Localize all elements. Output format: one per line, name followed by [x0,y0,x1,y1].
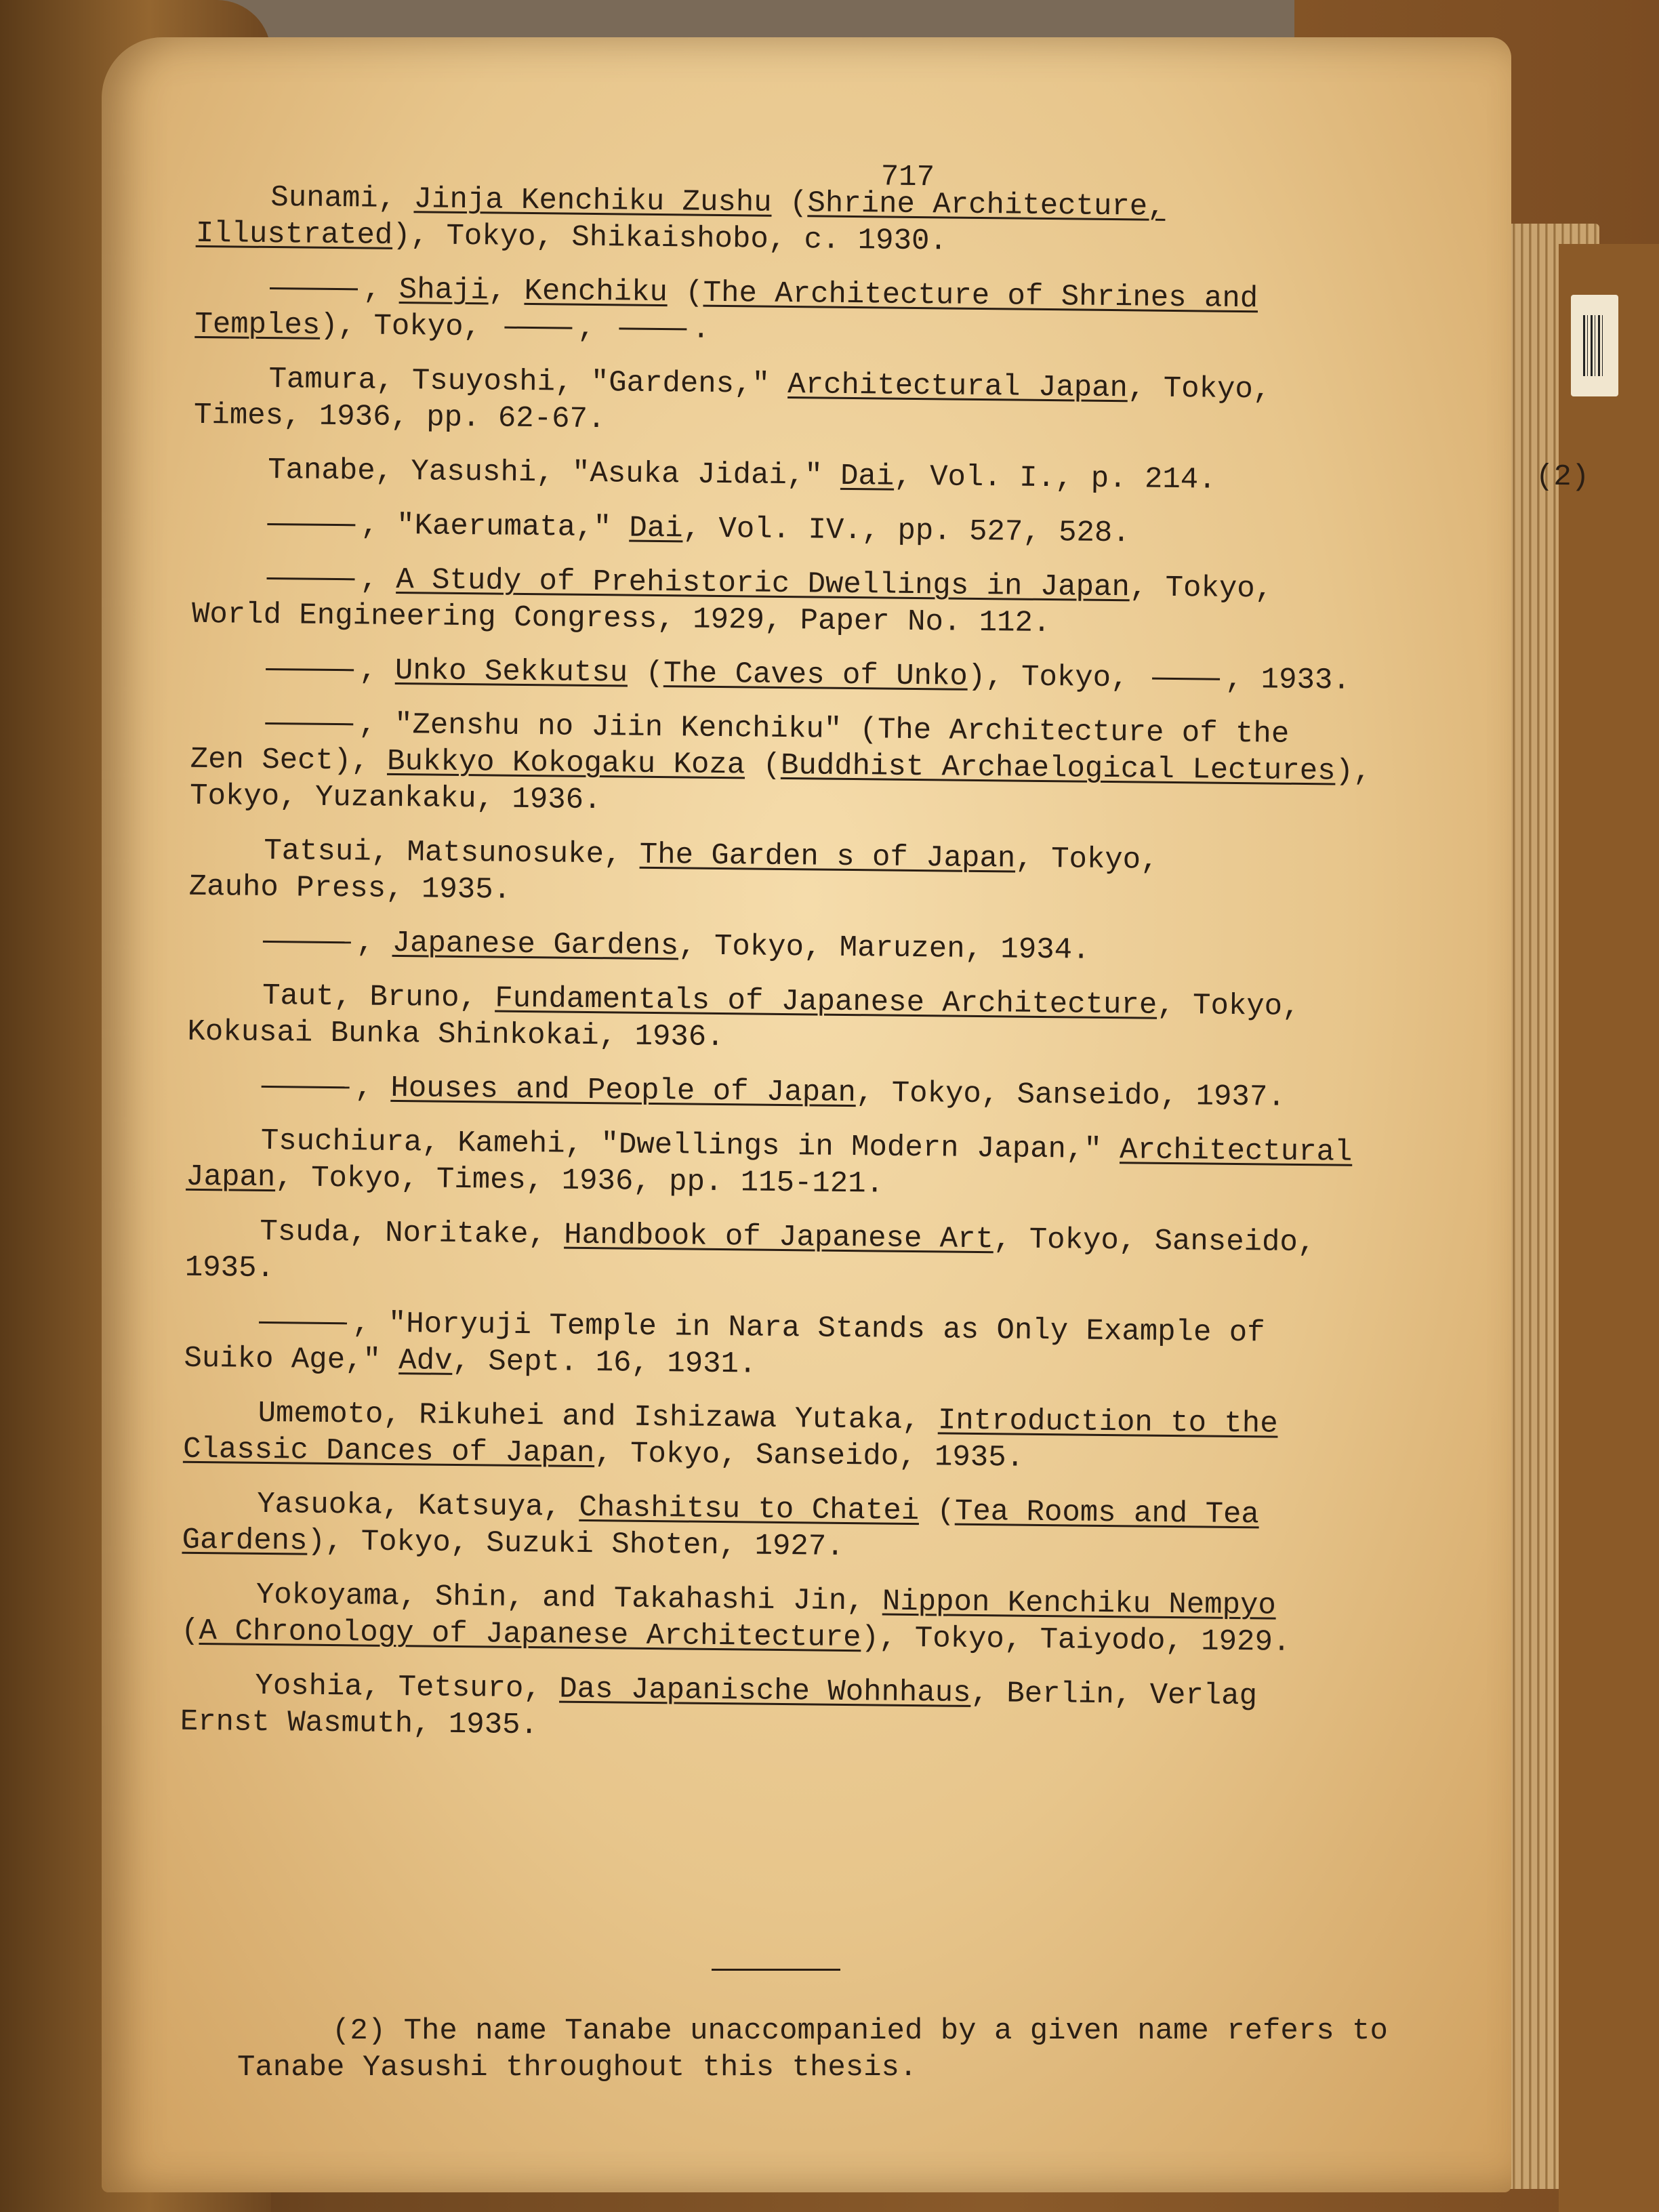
entry-text: , Berlin, Verlag [970,1676,1258,1714]
entry-line [267,506,1589,556]
entry-text: Times, 1936, pp. 62-67. [193,398,606,437]
bibliography-entry-yasuoka [182,1486,1578,1573]
bibliography-entry-yokoyama [180,1577,1578,1664]
entry-text: , Tokyo, Sanseido, [993,1223,1316,1261]
entry-line [268,452,1589,502]
underlined-title: Jinja Kenchiku Zushu [413,182,772,220]
entry-text: , [577,311,614,346]
bibliography-entry-tanabe-study [191,560,1589,647]
entry-text: , [354,1071,391,1105]
entry-text: , [359,653,396,688]
entry-text: , Tokyo, Sanseido, 1937. [855,1076,1286,1115]
ditto-dash [263,941,351,943]
entry-text: Tanabe, Yasushi, "Asuka Jidai," [267,453,841,493]
entry-text: ( [667,276,703,310]
entry-text: Tamura, Tsuyoshi, "Gardens," [268,362,788,402]
underlined-title: Temples [194,307,321,343]
ditto-dash [266,668,354,671]
ditto-dash [267,523,355,526]
entry-text: ( [627,656,664,691]
document-page [102,37,1590,2192]
entry-text: ( [744,748,781,783]
entry-text: Yokoyama, Shin, and Takahashi Jin, [255,1578,883,1619]
bibliography-entry-umemoto [182,1395,1580,1482]
bibliography-entry-yoshia [180,1668,1577,1755]
bibliography-entry-tamura [193,361,1591,448]
entry-text: Taut, Bruno, [262,979,495,1016]
underlined-title: Unko Sekkutsu [394,653,628,691]
bibliography-entry-tsuda-horyuji [184,1305,1580,1391]
underlined-title: Dai [840,459,895,494]
blank-line [1152,678,1220,680]
entry-text: Kokusai Bunka Shinkokai, 1936. [187,1015,724,1055]
bibliography-entry-tatsui-gardens [188,833,1585,920]
underlined-title: Japanese Gardens [392,926,679,964]
entry-text: Tokyo, Yuzankaku, 1936. [189,779,602,818]
entry-text: ), Tokyo, [967,659,1147,696]
underlined-title: Dai [629,511,683,546]
underlined-title: Bukkyo Kokogaku Koza [386,744,745,783]
entry-text: ), Tokyo, Suzuki Shoten, 1927. [307,1524,844,1564]
underlined-title: Handbook of Japanese Art [564,1218,994,1257]
bibliography [180,159,1593,1772]
footnote [237,2013,1559,2086]
underlined-title: Adv [398,1344,453,1378]
entry-text: , Tokyo, Sanseido, 1935. [594,1437,1025,1475]
bibliography-entry-sunami-jinja [195,180,1593,266]
underlined-title: The Caves of Unko [663,657,968,694]
footnote-divider [712,1969,840,1971]
underlined-title: The Architecture of Shrines and [703,276,1258,316]
entry-text: , "Horyuji Temple in Nara Stands as Only Example of [352,1307,1265,1351]
entry-line [263,924,1584,974]
entry-text: , "Kaerumata," [361,508,630,546]
entry-text: Zen Sect), [190,742,388,779]
underlined-title: Introduction to the [937,1404,1278,1441]
entry-text: , "Zenshu no Jiin Kenchiku" (The Architecture of the [359,708,1290,752]
entry-line [261,1069,1582,1119]
bibliography-entry-tanabe-zenshu [189,705,1587,829]
entry-text: , Tokyo, [1156,988,1300,1024]
underlined-title: Nippon Kenchiku Nempyo [882,1584,1277,1623]
bibliography-entry-tanabe-unko [266,651,1587,701]
underlined-title: Architectural [1119,1133,1353,1170]
entry-text: , Sept. 16, 1931. [452,1344,757,1382]
underlined-title: Buddhist Archaelogical Lectures [780,748,1336,789]
entry-text: ( [180,1614,199,1649]
page-number: 717 [880,160,935,195]
entry-text: Ernst Wasmuth, 1935. [180,1704,539,1743]
entry-text: Tatsui, Matsunosuke, [264,834,640,872]
bibliography-entry-tsuda-handbook [184,1214,1582,1300]
entry-text: 1935. [184,1250,275,1286]
entry-text: Suiko Age," [184,1341,399,1378]
underlined-title: A Study of Prehistoric Dwellings in Japan [396,562,1130,605]
entry-text: , [360,562,396,597]
entry-text: ), Tokyo, Taiyodo, 1929. [861,1621,1291,1660]
underlined-title: Fundamentals of Japanese Architecture [495,981,1158,1023]
underlined-title: Japan [186,1160,276,1195]
entry-text: , Tokyo, [1129,571,1273,607]
bibliography-entry-tanabe-kaerumata [267,506,1589,556]
bibliography-entry-tsuchiura [186,1123,1582,1210]
underlined-title: Chashitsu to Chatei [579,1490,920,1529]
entry-text: , Vol. I., p. 214. [894,459,1216,497]
blank-line [504,326,572,329]
entry-text: Sunami, [270,180,414,217]
entry-text: , Vol. IV., pp. 527, 528. [682,512,1130,551]
bibliography-entry-sunami-shaji [194,270,1591,357]
underlined-title: Shrine Architecture, [807,186,1166,224]
entry-text: , [488,274,525,308]
bibliography-entries [180,159,1593,1755]
entry-text: Umemoto, Rikuhei and Ishizawa Yutaka, [258,1396,939,1438]
entry-text: , Tokyo, Times, 1936, pp. 115-121. [275,1161,884,1202]
entry-text: , Tokyo, [1127,371,1271,407]
footnote-line: Tanabe Yasushi throughout this thesis. [237,2051,918,2085]
ditto-dash [265,722,353,725]
entry-text: ), Tokyo, Shikaishobo, c. 1930. [392,218,948,259]
underlined-title: Classic Dances of Japan [182,1432,595,1471]
underlined-title: A Chronology of Japanese Architecture [199,1614,861,1656]
entry-text: Zauho Press, 1935. [188,869,512,907]
ditto-dash [259,1322,347,1324]
entry-text: , 1933. [1225,662,1351,698]
entry-text: ( [771,186,808,221]
entry-text: Yasuoka, Katsuya, [256,1487,579,1525]
entry-text: Tsuda, Noritake, [260,1214,565,1252]
bibliography-entry-tanabe-asuka [268,452,1589,502]
entry-text: ), Tokyo, [320,308,499,345]
underlined-title: Shaji [398,272,489,308]
underlined-title: Gardens [182,1523,308,1559]
entry-text: ( [918,1494,956,1529]
entry-text: Yoshia, Tetsuro, [255,1668,560,1706]
underlined-title: Tea Rooms and Tea [954,1494,1260,1532]
footnote-line: (2) The name Tanabe unaccompanied by a given name refers to [332,2014,1388,2048]
underlined-title: Kenchiku [524,274,668,310]
entry-text: , [356,926,392,960]
entry-text: , [363,272,400,307]
bibliography-entry-taut-houses [261,1069,1582,1119]
entry-text: , Tokyo, Maruzen, 1934. [678,929,1090,968]
blank-line [619,327,687,330]
underlined-title: Illustrated [195,216,393,253]
entry-text: World Engineering Congress, 1929, Paper No. 112. [191,597,1051,641]
entry-text: . [691,312,710,347]
footnote-marker: (2) [1535,459,1590,495]
underlined-title: The Garden s of Japan [639,838,1016,876]
entry-text: ), [1335,754,1372,790]
underlined-title: Architectural Japan [787,368,1128,406]
bibliography-entry-taut-fundamentals [187,978,1584,1065]
underlined-title: Das Japanische Wohnhaus [558,1672,971,1711]
entry-line [266,651,1587,701]
underlined-title: Houses and People of Japan [390,1071,857,1111]
ditto-dash [262,1086,350,1088]
ditto-dash [267,577,355,580]
bibliography-entry-tatsui-japanese [263,924,1584,974]
entry-text: Tsuchiura, Kamehi, "Dwellings in Modern Japan," [260,1124,1120,1168]
ditto-dash [270,287,358,290]
entry-text: , Tokyo, [1015,842,1159,878]
